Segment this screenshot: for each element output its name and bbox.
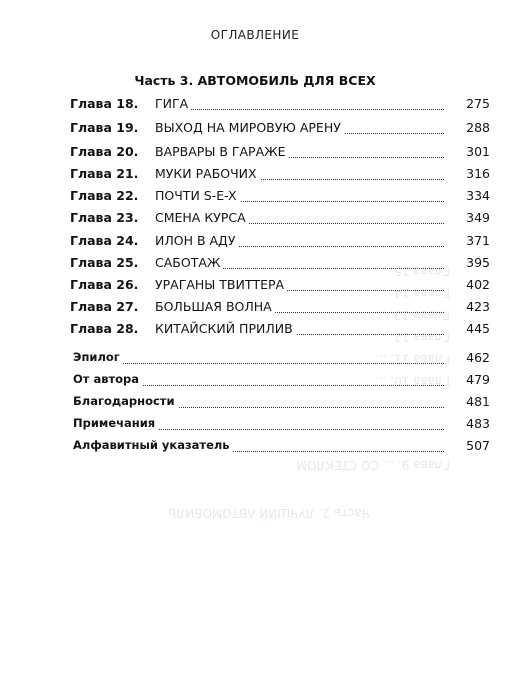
ghost-line: Глава 9. ... СО СТЕКЛОМ	[296, 458, 450, 472]
ghost-line: Часть 2. ЛУЧШИЙ АВТОМОБИЛЬ	[168, 506, 370, 520]
section-title: От автора	[73, 372, 142, 386]
chapter-title: САБОТАЖ	[155, 255, 223, 270]
ghost-line: Глава 11. ...	[375, 352, 450, 366]
chapter-title: ГИГА	[155, 96, 191, 111]
ghost-line: Глава 15. ...	[375, 264, 450, 278]
section-title: Благодарности	[73, 394, 178, 408]
page-number: 301	[463, 144, 490, 159]
toc-row-chapter-18	[70, 96, 490, 114]
chapter-title: БОЛЬШАЯ ВОЛНА	[155, 299, 275, 314]
toc-row-chapter-25	[70, 255, 490, 273]
chapter-title: ВАРВАРЫ В ГАРАЖЕ	[155, 144, 289, 159]
toc-row-chapter-28	[70, 321, 490, 339]
page-number: 395	[463, 255, 490, 270]
toc-row-from-author	[73, 372, 490, 390]
toc-row-chapter-26	[70, 277, 490, 295]
page-number: 371	[463, 233, 490, 248]
section-title: Алфавитный указатель	[73, 438, 233, 452]
page-number: 445	[463, 321, 490, 336]
chapter-number: Глава 23.	[70, 210, 139, 225]
chapter-title: ПОЧТИ S-E-X	[155, 188, 240, 203]
ghost-line: Глава 14. ...	[375, 286, 450, 300]
chapter-number: Глава 22.	[70, 188, 139, 203]
page-header: ОГЛАВЛЕНИЕ	[210, 28, 300, 42]
toc-row-chapter-20	[70, 144, 490, 162]
toc-row-chapter-23	[70, 210, 490, 228]
page-number: 507	[463, 438, 490, 453]
chapter-number: Глава 18.	[70, 96, 139, 111]
ghost-line: Глава 13. ...	[375, 308, 450, 322]
toc-row-chapter-27	[70, 299, 490, 317]
page-number: 479	[463, 372, 490, 387]
page-number: 483	[463, 416, 490, 431]
page-number: 334	[463, 188, 490, 203]
page-number: 316	[463, 166, 490, 181]
chapter-number: Глава 20.	[70, 144, 139, 159]
chapter-number: Глава 21.	[70, 166, 139, 181]
toc-row-chapter-22	[70, 188, 490, 206]
toc-row-notes	[73, 416, 490, 434]
chapter-number: Глава 28.	[70, 321, 139, 336]
chapter-title: МУКИ РАБОЧИХ	[155, 166, 260, 181]
page-number: 481	[463, 394, 490, 409]
part-title: Часть 3. АВТОМОБИЛЬ ДЛЯ ВСЕХ	[134, 73, 376, 88]
chapter-title: ИЛОН В АДУ	[155, 233, 238, 248]
page-number: 288	[463, 120, 490, 135]
chapter-title: КИТАЙСКИЙ ПРИЛИВ	[155, 321, 296, 336]
page-number: 349	[463, 210, 490, 225]
page-number: 402	[463, 277, 490, 292]
chapter-title: ВЫХОД НА МИРОВУЮ АРЕНУ	[155, 120, 344, 135]
section-title: Примечания	[73, 416, 158, 430]
toc-row-chapter-21	[70, 166, 490, 184]
chapter-number: Глава 19.	[70, 120, 139, 135]
chapter-number: Глава 25.	[70, 255, 139, 270]
leader-dots	[73, 363, 444, 364]
toc-row-index	[73, 438, 490, 456]
toc-row-chapter-19	[70, 120, 490, 138]
toc-row-acknowledgements	[73, 394, 490, 412]
page-number: 462	[463, 350, 490, 365]
page-number: 423	[463, 299, 490, 314]
section-title: Эпилог	[73, 350, 123, 364]
chapter-number: Глава 26.	[70, 277, 139, 292]
ghost-line: Глава 12. ...	[375, 330, 450, 344]
page-number: 275	[463, 96, 490, 111]
chapter-number: Глава 27.	[70, 299, 139, 314]
chapter-title: СМЕНА КУРСА	[155, 210, 249, 225]
leader-dots	[155, 109, 444, 110]
toc-row-chapter-24	[70, 233, 490, 251]
chapter-number: Глава 24.	[70, 233, 139, 248]
chapter-title: УРАГАНЫ ТВИТТЕРА	[155, 277, 287, 292]
toc-row-epilogue	[73, 350, 490, 368]
ghost-line: Глава 10. ...	[375, 374, 450, 388]
